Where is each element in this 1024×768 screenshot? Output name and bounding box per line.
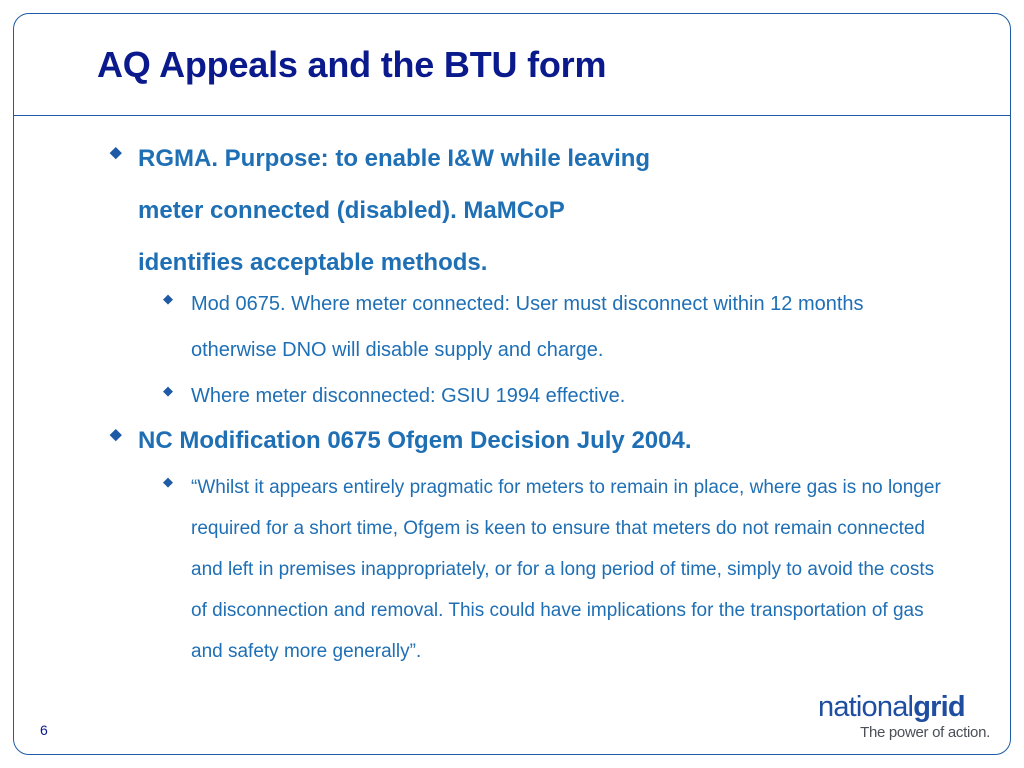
- subbullet-meter-disconnected: [163, 373, 960, 419]
- page-number: 6: [40, 722, 48, 738]
- bullet-rgma: [110, 133, 960, 289]
- brand-wordmark: [818, 690, 998, 724]
- bullet-text: RGMA. Purpose: to enable I&W while leaving meter connected (disabled). MaMCoP identifies acceptable methods.: [138, 145, 651, 276]
- bullet-nc-modification: [110, 415, 960, 467]
- subbullet-text: Where meter disconnected: GSIU 1994 effective.: [191, 385, 626, 407]
- bullet-text: NC Modification 0675 Ofgem Decision July 2004.: [138, 427, 692, 454]
- subbullet-mod-0675: [163, 281, 960, 373]
- national-grid-logo: [818, 690, 998, 741]
- slide-title: AQ Appeals and the BTU form: [97, 44, 607, 85]
- title-divider: [13, 115, 1011, 116]
- diamond-bullet-icon: ◆: [163, 474, 173, 489]
- diamond-bullet-icon: ◆: [163, 383, 173, 398]
- subbullet-ofgem-quote: [163, 467, 951, 672]
- brand-name-bold: grid: [913, 691, 965, 723]
- slide-body: [110, 133, 960, 672]
- quote-text: “Whilst it appears entirely pragmatic for meters to remain in place, where gas is no longer required for a short time, Ofgem is keen to ensure that meters do not remain connected and left in premises inappropriately, or for a long period of time, simply to avoid the costs of disconnection and removal. This could have implications for the transportation of gas and safety more generally”.: [191, 477, 941, 662]
- brand-tagline: The power of action.: [860, 724, 990, 741]
- diamond-bullet-icon: ◆: [110, 144, 122, 161]
- diamond-bullet-icon: ◆: [110, 426, 122, 443]
- diamond-bullet-icon: ◆: [163, 291, 173, 306]
- brand-name-light: national: [818, 691, 914, 723]
- subbullet-text: Mod 0675. Where meter connected: User must disconnect within 12 months otherwise DNO will disable supply and charge.: [191, 293, 864, 361]
